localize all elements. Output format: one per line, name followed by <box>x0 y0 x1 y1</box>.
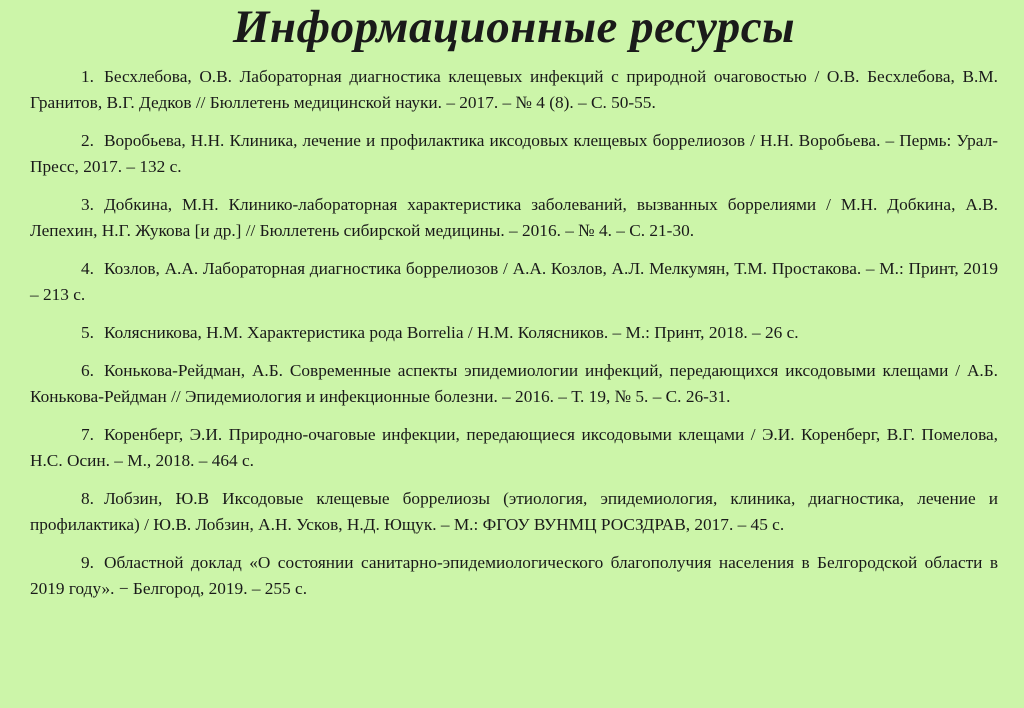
reference-number: 1. <box>81 67 94 86</box>
reference-number: 4. <box>81 259 94 278</box>
reference-text: Воробьева, Н.Н. Клиника, лечение и профилактика иксодовых клещевых боррелиозов / Н.Н. Воробьева. – Пермь: Урал-Пресс, 2017. – 132 с. <box>30 131 998 176</box>
reference-number: 8. <box>81 489 94 508</box>
reference-number: 5. <box>81 323 94 342</box>
reference-item <box>30 358 998 410</box>
reference-text: Областной доклад «О состоянии санитарно-эпидемиологического благополучия населения в Белгородской области в 2019 году». − Белгород, 2019. – 255 с. <box>30 553 998 598</box>
reference-number: 6. <box>81 361 94 380</box>
reference-number: 3. <box>81 195 94 214</box>
reference-text: Конькова-Рейдман, А.Б. Современные аспекты эпидемиологии инфекций, передающихся иксодовыми клещами / А.Б. Конькова-Рейдман // Эпидемиология и инфекционные болезни. – 2016. – Т. 19, № 5. – С. 26-31. <box>30 361 998 406</box>
reference-item <box>30 128 998 180</box>
reference-text: Коренберг, Э.И. Природно-очаговые инфекции, передающиеся иксодовыми клещами / Э.И. Коренберг, В.Г. Помелова, Н.С. Осин. – М., 2018. – 464 с. <box>30 425 998 470</box>
reference-item <box>30 422 998 474</box>
reference-item <box>30 486 998 538</box>
reference-item <box>30 320 998 346</box>
reference-item <box>30 64 998 116</box>
reference-text: Лобзин, Ю.В Иксодовые клещевые боррелиозы (этиология, эпидемиология, клиника, диагностика, лечение и профилактика) / Ю.В. Лобзин, А.Н. Усков, Н.Д. Ющук. – М.: ФГОУ ВУНМЦ РОСЗДРАВ, 2017. – 45 с. <box>30 489 998 534</box>
reference-text: Колясникова, Н.М. Характеристика рода Borrelia / Н.М. Колясников. – М.: Принт, 2018. – 26 с. <box>103 323 799 342</box>
reference-text: Добкина, М.Н. Клинико-лабораторная характеристика заболеваний, вызванных боррелиями / М.Н. Добкина, А.В. Лепехин, Н.Г. Жукова [и др.] // Бюллетень сибирской медицины. – 2016. – № 4. – С. 21-30. <box>30 195 998 240</box>
reference-number: 7. <box>81 425 94 444</box>
reference-item <box>30 256 998 308</box>
reference-item <box>30 550 998 602</box>
reference-text: Бесхлебова, О.В. Лабораторная диагностика клещевых инфекций с природной очаговостью / О.В. Бесхлебова, В.М. Гранитов, В.Г. Дедков // Бюллетень медицинской науки. – 2017. – № 4 (8). – С. 50-55. <box>30 67 998 112</box>
reference-text: Козлов, А.А. Лабораторная диагностика боррелиозов / А.А. Козлов, А.Л. Мелкумян, Т.М. Простакова. – М.: Принт, 2019 – 213 с. <box>30 259 998 304</box>
reference-number: 9. <box>81 553 94 572</box>
reference-item <box>30 192 998 244</box>
page-title: Информационные ресурсы <box>232 1 796 53</box>
reference-number: 2. <box>81 131 94 150</box>
reference-list <box>30 64 998 602</box>
